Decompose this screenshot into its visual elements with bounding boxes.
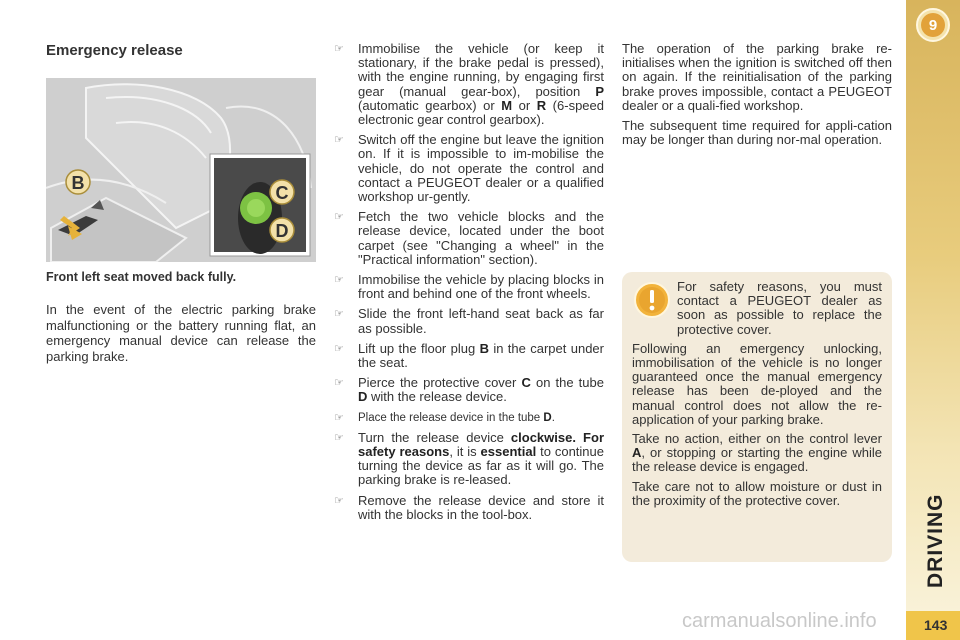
- callout-c-label: C: [275, 183, 289, 203]
- step-text-segment: Slide the front left-hand seat back as far as possible.: [358, 306, 604, 336]
- step-text-segment: Remove the release device and store it with the blocks in the tool-box.: [358, 492, 604, 522]
- step-item: [334, 133, 604, 204]
- step-item: [334, 42, 604, 127]
- bullet-icon: ☞: [334, 308, 344, 321]
- step-item: [334, 376, 604, 404]
- step-text-segment: Immobilise the vehicle by placing blocks in front and behind one of the front wheels.: [358, 272, 604, 302]
- bullet-icon: ☞: [334, 411, 344, 424]
- warning-bold-segment: A: [632, 445, 642, 461]
- step-text-segment: Switch off the engine but leave the ignition on. If it is impossible to im-mobilise the vehicle, do not operate the control and contact a PEUGEOT dealer or a qualified workshop ur-gently.: [358, 132, 604, 205]
- step-bold-segment: R: [536, 97, 547, 113]
- bullet-icon: ☞: [334, 134, 344, 147]
- step-bold-segment: M: [501, 97, 513, 113]
- seat-illustration: [46, 78, 316, 262]
- warning-text: [632, 280, 882, 513]
- warning-text-segment: Take no action, either on the control lever: [632, 431, 882, 447]
- intro-paragraph: In the event of the electric parking brake malfunctioning or the battery running flat, an emergency manual device can release the parking brake.: [46, 302, 316, 364]
- step-text-segment: or: [512, 97, 537, 113]
- step-bold-segment: D: [358, 389, 368, 405]
- chapter-badge: [916, 8, 950, 42]
- step-text-segment: to continue turning the device as far as it will go. The parking brake is re-leased.: [358, 444, 604, 488]
- step-list: [334, 42, 604, 528]
- callout-b-label: B: [71, 173, 85, 193]
- step-text-segment: with the release device.: [367, 389, 507, 405]
- step-item: [334, 273, 604, 301]
- step-text-segment: Turn the release device: [358, 429, 511, 445]
- step-bold-segment: clockwise. For safety reasons: [358, 429, 604, 460]
- page-title: Emergency release: [46, 42, 183, 59]
- step-bold-segment: P: [595, 83, 604, 99]
- bullet-icon: ☞: [334, 494, 344, 507]
- warning-paragraph: For safety reasons, you must contact a PEUGEOT dealer as soon as possible to replace the protective cover.: [677, 279, 882, 337]
- watermark: carmanualsonline.info: [682, 610, 877, 632]
- step-item: [334, 342, 604, 370]
- step-text-segment: .: [551, 411, 555, 424]
- chapter-label: DRIVING: [924, 493, 947, 588]
- step-text-segment: Fetch the two vehicle blocks and the release device, located under the boot carpet (see "Changing a wheel" in the "Practical information" section).: [358, 209, 604, 267]
- bullet-icon: ☞: [334, 211, 344, 224]
- step-text-segment: , it is: [449, 444, 481, 460]
- page-number: 143: [924, 617, 948, 633]
- step-bold-segment: essential: [480, 444, 537, 460]
- warning-paragraph: [632, 432, 882, 475]
- figure-caption: Front left seat moved back fully.: [46, 270, 237, 284]
- warning-text-segment: , or stopping or starting the engine while the release device is engaged.: [632, 445, 882, 475]
- bullet-icon: ☞: [334, 377, 344, 390]
- bullet-icon: ☞: [334, 274, 344, 287]
- step-item: [334, 210, 604, 267]
- step-text-segment: on the tube: [530, 375, 604, 391]
- step-text-segment: Pierce the protective cover: [358, 375, 522, 391]
- warning-paragraph: Take care not to allow moisture or dust in the proximity of the protective cover.: [632, 478, 882, 508]
- step-bold-segment: C: [521, 375, 531, 391]
- step-item: [334, 411, 604, 425]
- step-bold-segment: D: [543, 411, 552, 424]
- right-column: [622, 42, 892, 153]
- chapter-sidebar: [906, 0, 960, 640]
- step-text-segment: Place the release device in the tube: [358, 411, 544, 424]
- step-text-segment: Immobilise the vehicle (or keep it stationary, if the brake pedal is pressed), with the engine running, by engaging first gear (manual gear-box), position: [358, 41, 604, 99]
- step-text-segment: (6-speed electronic gear control gearbox).: [358, 97, 604, 128]
- callout-d-label: D: [275, 221, 289, 241]
- chapter-number: 9: [921, 13, 945, 37]
- step-item: [334, 431, 604, 488]
- step-text-segment: Lift up the floor plug: [358, 340, 480, 356]
- warning-box: [622, 272, 892, 562]
- right-paragraph: The operation of the parking brake re-initialises when the ignition is switched off then on again. If the reinitialisation of the parking brake proves impossible, contact a PEUGEOT dealer or a quali-fied workshop.: [622, 41, 892, 113]
- step-item: [334, 494, 604, 522]
- bullet-icon: ☞: [334, 431, 344, 444]
- bullet-icon: ☞: [334, 342, 344, 355]
- warning-paragraph: Following an emergency unlocking, immobilisation of the vehicle is no longer guaranteed once the manual emergency release has been de-ployed and the manual control does not allow the re-application of your parking brake.: [632, 340, 882, 427]
- bullet-icon: ☞: [334, 43, 344, 55]
- right-paragraph: The subsequent time required for appli-cation may be longer than during nor-mal operation.: [622, 118, 892, 148]
- step-bold-segment: B: [479, 340, 489, 356]
- step-text-segment: in the carpet under the seat.: [358, 340, 604, 371]
- step-item: [334, 307, 604, 335]
- step-text-segment: (automatic gearbox) or: [358, 97, 502, 113]
